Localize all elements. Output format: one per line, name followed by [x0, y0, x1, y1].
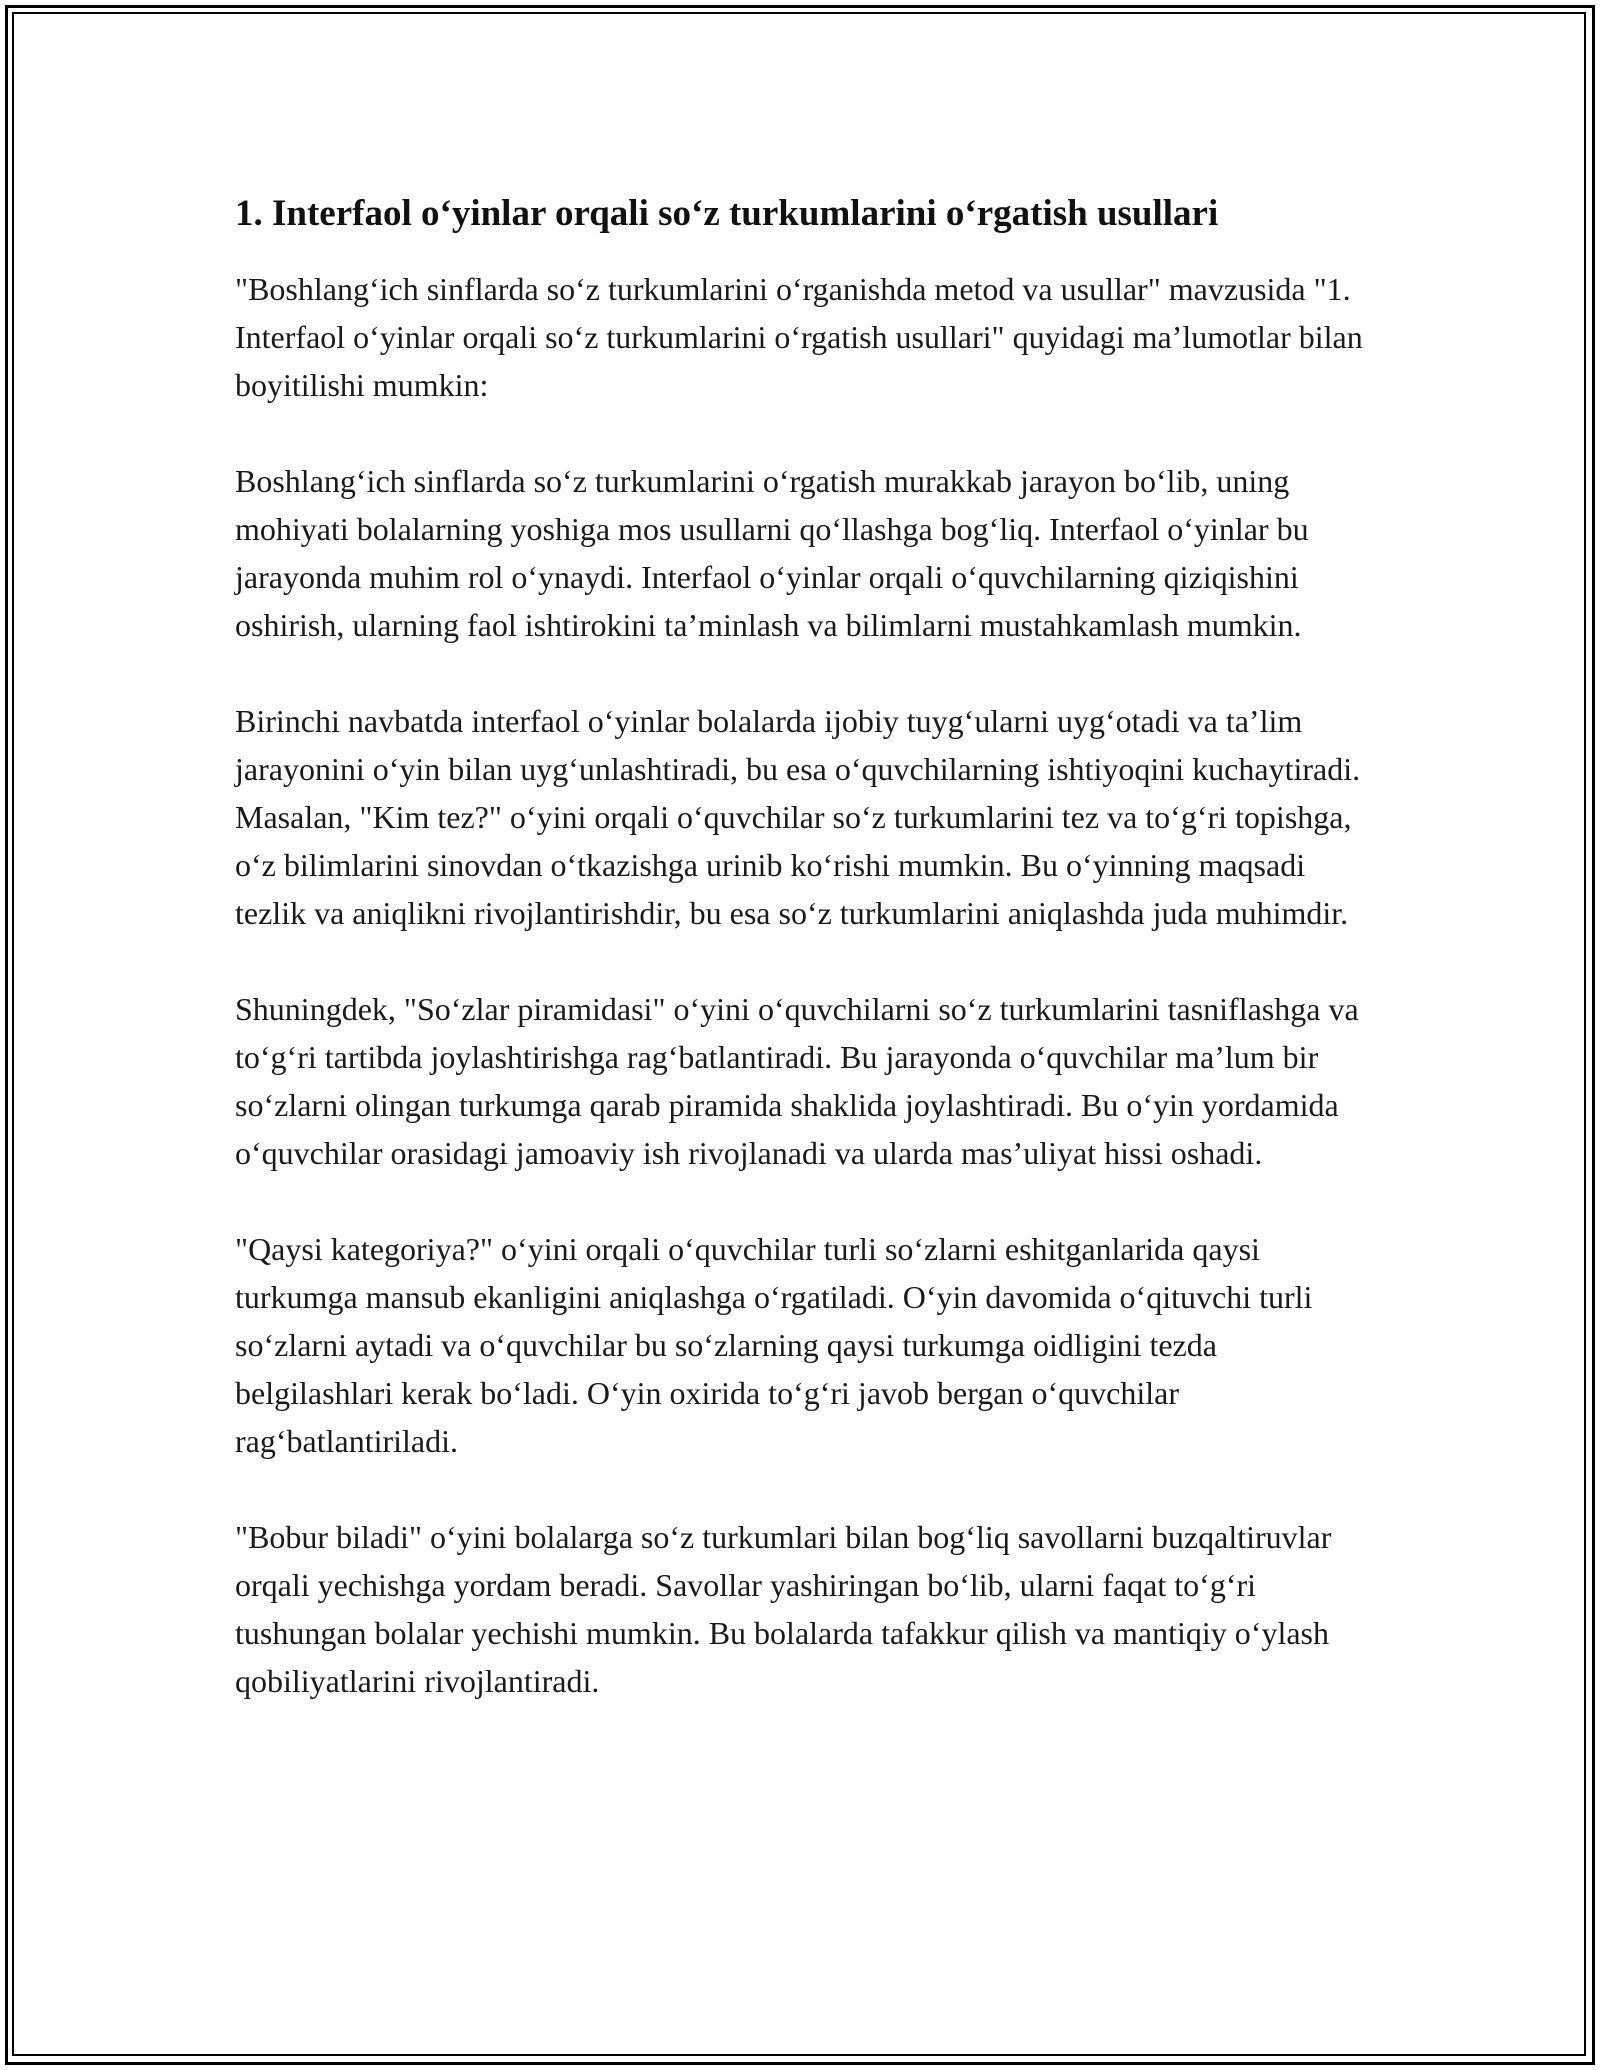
- paragraph-overview: Boshlang‘ich sinflarda so‘z turkumlarini o‘rgatish murakkab jarayon bo‘lib, uning mohiyati bolalarning yoshiga mos usullarni qo‘llashga bog‘liq. Interfaol o‘yinlar bu jarayonda muhim rol o‘ynaydi. Interfaol o‘yinlar orqali o‘quvchilarning qiziqishini oshirish, ularning faol ishtirokini ta’minlash va bilimlarni mustahkamlash mumkin.: [235, 463, 1309, 643]
- paragraph-kim-tez: Birinchi navbatda interfaol o‘yinlar bolalarda ijobiy tuyg‘ularni uyg‘otadi va ta’lim jarayonini o‘yin bilan uyg‘unlashtiradi, bu esa o‘quvchilarning ishtiyoqini kuchaytiradi. Masalan, "Kim tez?" o‘yini orqali o‘quvchilar so‘z turkumlarini tez va to‘g‘ri topishga, o‘z bilimlarini sinovdan o‘tkazishga urinib ko‘rishi mumkin. Bu o‘yinning maqsadi tezlik va aniqlikni rivojlantirishdir, bu esa so‘z turkumlarini aniqlashda juda muhimdir.: [235, 703, 1361, 931]
- paragraph-bobur-biladi: "Bobur biladi" o‘yini bolalarga so‘z turkumlari bilan bog‘liq savollarni buzqaltiruvlar orqali yechishga yordam beradi. Savollar yashiringan bo‘lib, ularni faqat to‘g‘ri tushungan bolalar yechishi mumkin. Bu bolalarda tafakkur qilish va mantiqiy o‘ylash qobiliyatlarini rivojlantiradi.: [235, 1519, 1332, 1699]
- paragraph-qaysi-kategoriya: "Qaysi kategoriya?" o‘yini orqali o‘quvchilar turli so‘zlarni eshitganlarida qaysi turkumga mansub ekanligini aniqlashga o‘rgatiladi. O‘yin davomida o‘qituvchi turli so‘zlarni aytadi va o‘quvchilar bu so‘zlarning qaysi turkumga oidligini tezda belgilashlari kerak bo‘ladi. O‘yin oxirida to‘g‘ri javob bergan o‘quvchilar rag‘batlantiriladi.: [235, 1231, 1313, 1459]
- document-title: 1. Interfaol o‘yinlar orqali so‘z turkumlarini o‘rgatish usullari: [235, 193, 1219, 234]
- document-body: [235, 185, 1375, 1753]
- paragraph-intro: "Boshlang‘ich sinflarda so‘z turkumlarini o‘rganishda metod va usullar" mavzusida "1. Interfaol o‘yinlar orqali so‘z turkumlarini o‘rgatish usullari" quyidagi ma’lumotlar bilan boyitilishi mumkin:: [235, 271, 1363, 403]
- paragraph-sozlar-piramidasi: Shuningdek, "So‘zlar piramidasi" o‘yini o‘quvchilarni so‘z turkumlarini tasniflashga va to‘g‘ri tartibda joylashtirishga rag‘batlantiradi. Bu jarayonda o‘quvchilar ma’lum bir so‘zlarni olingan turkumga qarab piramida shaklida joylashtiradi. Bu o‘yin yordamida o‘quvchilar orasidagi jamoaviy ish rivojlanadi va ularda mas’uliyat hissi oshadi.: [235, 991, 1359, 1171]
